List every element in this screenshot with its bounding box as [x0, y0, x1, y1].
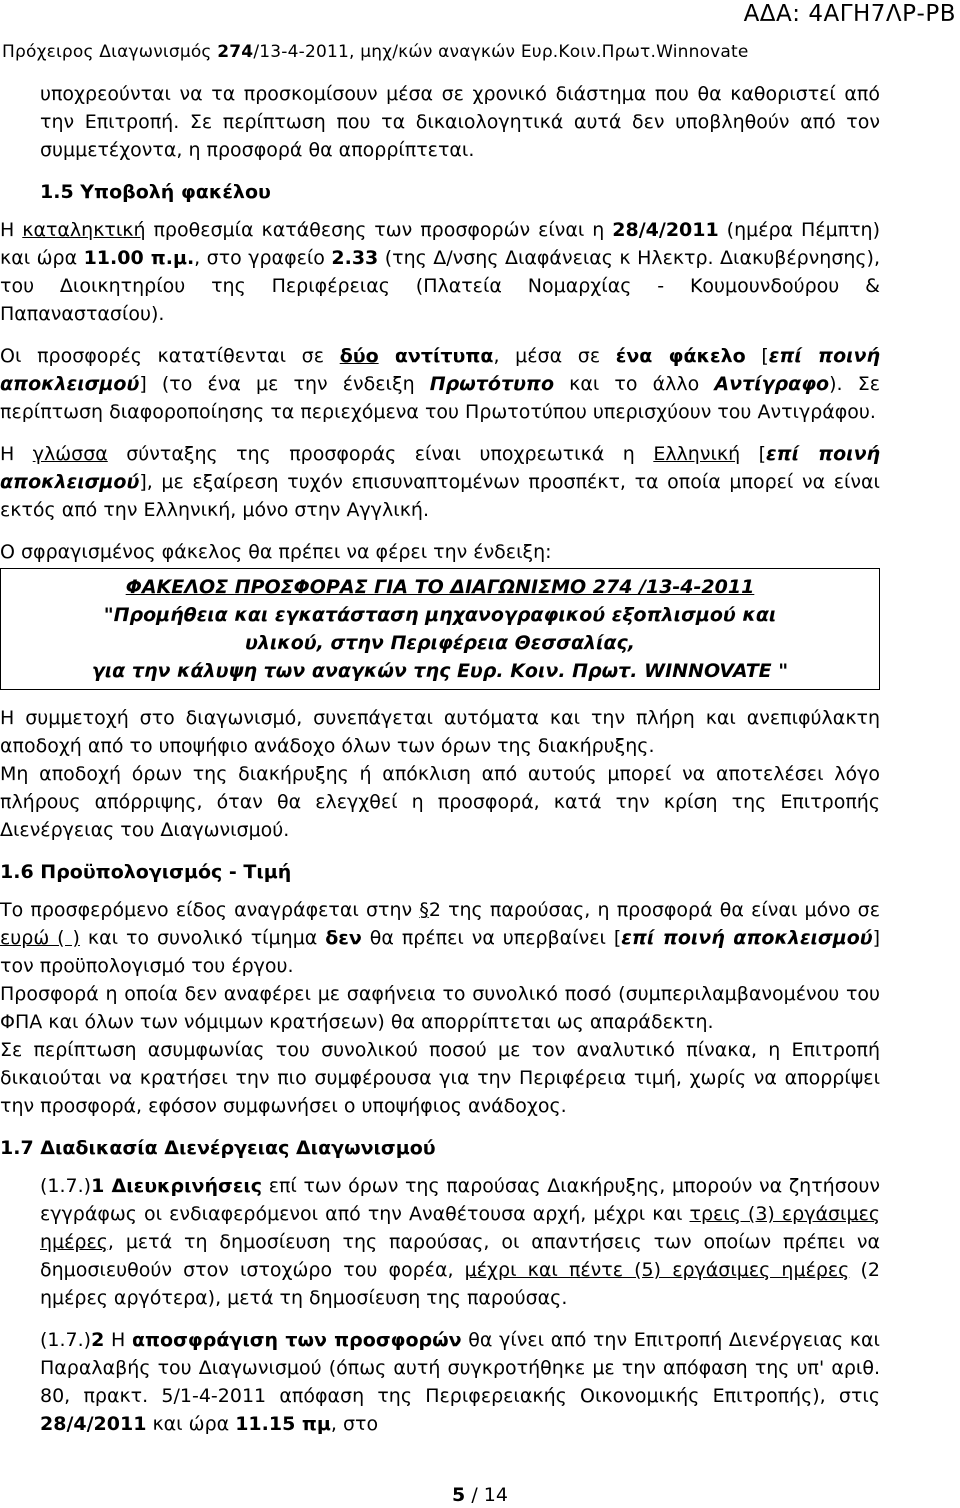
paragraph-discrepancy: Σε περίπτωση ασυμφωνίας του συνολικού ποσού με τον αναλυτικό πίνακα, η Επιτροπή δικαιούται να κρατήσει την πιο συμφέρουσα για την Περιφέρεια τιμή, χωρίς να απορρίψει την προσφορά, εφόσον συμφωνήσει ο υποψήφιος ανάδοχος. — [0, 1039, 880, 1117]
paragraph-rejection: Μη αποδοχή όρων της διακήρυξης ή απόκλιση από αυτούς μπορεί να αποτελέσει λόγο πλήρους απόρριψης, όταν θα ελεγχθεί η προσφορά, κατά την κρίση της Επιτροπής Διενέργειας του Διαγωνισμού. — [0, 763, 880, 841]
paragraph-budget: Το προσφερόμενο είδος αναγράφεται στην §2 της παρούσας, η προσφορά θα είναι μόνο σε ευρώ ( ) και το συνολικό τίμημα δεν θα πρέπει να υπερβαίνει [επί ποινή αποκλεισμού] τον προϋπολογισμό του έργου. — [0, 899, 881, 977]
section-heading-1-5: 1.5 Υποβολή φακέλου — [40, 181, 271, 203]
envelope-label-box — [0, 568, 880, 690]
envelope-line: υλικού, στην Περιφέρεια Θεσσαλίας, — [245, 632, 635, 654]
paragraph-clarifications: (1.7.)1 Διευκρινήσεις επί των όρων της παρούσας Διακήρυξης, μπορούν να ζητήσουν εγγράφως οι ενδιαφερόμενοι από την Αναθέτουσα αρχή, μέχρι και τρεις (3) εργάσιμες ημέρες, μετά τη δημοσίευση της παρούσας, οι απαντήσεις των οποίων πρέπει να δημοσιευθούν στον ιστοχώρο του φορέα, μέχρι και πέντε (5) εργάσιμες ημέρες (2 ημέρες αργότερα), μετά τη δημοσίευση της παρούσας. — [40, 1175, 880, 1309]
paragraph-copies: Οι προσφορές κατατίθενται σε δύο αντίτυπα, μέσα σε ένα φάκελο [επί ποινή αποκλεισμού] (το ένα με την ένδειξη Πρωτότυπο και το άλλο Αντίγραφο). Σε περίπτωση διαφοροποίησης τα περιεχόμενα του Πρωτοτύπου υπερισχύουν του Αντιγράφου. — [0, 345, 880, 423]
ada-code: ΑΔΑ: 4ΑΓΗ7ΛΡ-ΡΒ — [743, 1, 956, 27]
running-header: Πρόχειρος Διαγωνισμός 274/13-4-2011, μηχ/κών αναγκών Ευρ.Κοιν.Πρωτ.Winnovate — [2, 42, 749, 62]
paragraph-deadline: Η καταληκτική προθεσμία κατάθεσης των προσφορών είναι η 28/4/2011 (ημέρα Πέμπτη) και ώρα 11.00 π.μ., στο γραφείο 2.33 (της Δ/νσης Διαφάνειας κ Ηλεκτρ. Διακυβέρνησης), του Διοικητηρίου της Περιφέρειας (Πλατεία Νομαρχίας - Κουμουνδούρου & Παπαναστασίου). — [0, 219, 881, 325]
section-heading-1-7: 1.7 Διαδικασία Διενέργειας Διαγωνισμού — [0, 1137, 436, 1159]
paragraph: υποχρεούνται να τα προσκομίσουν μέσα σε χρονικό διάστημα που θα καθοριστεί από την Επιτροπή. Σε περίπτωση που τα δικαιολογητικά αυτά δεν υποβληθούν από τον συμμετέχοντα, η προσφορά θα απορρίπτεται. — [40, 83, 880, 161]
paragraph-language: Η γλώσσα σύνταξης της προσφοράς είναι υποχρεωτικά η Ελληνική [επί ποινή αποκλεισμού], με εξαίρεση τυχόν επισυναπτομένων προσπέκτ, τα οποία μπορεί να είναι εκτός από την Ελληνική, μόνο στην Αγγλική. — [0, 443, 881, 521]
envelope-line: ΦΑΚΕΛΟΣ ΠΡΟΣΦΟΡΑΣ ΓΙΑ ΤΟ ΔΙΑΓΩΝΙΣΜΟ 274 /13-4-2011 — [125, 576, 755, 598]
paragraph-amount: Προσφορά η οποία δεν αναφέρει με σαφήνεια το συνολικό ποσό (συμπεριλαμβανομένου του ΦΠΑ και όλων των νόμιμων κρατήσεων) θα απορρίπτεται ως απαράδεκτη. — [0, 983, 880, 1033]
body-text — [0, 80, 880, 1452]
paragraph-envelope-label: Ο σφραγισμένος φάκελος θα πρέπει να φέρει την ένδειξη: — [0, 541, 552, 563]
paragraph-acceptance: Η συμμετοχή στο διαγωνισμό, συνεπάγεται αυτόματα και την πλήρη και ανεπιφύλακτη αποδοχή από το υποψήφιο ανάδοχο όλων των όρων της διακήρυξης. — [0, 707, 880, 757]
page-number: 5 / 14 — [452, 1484, 508, 1506]
section-heading-1-6: 1.6 Προϋπολογισμός - Τιμή — [0, 861, 292, 883]
paragraph-opening: (1.7.)2 Η αποσφράγιση των προσφορών θα γίνει από την Επιτροπή Διενέργειας και Παραλαβής του Διαγωνισμού (όπως αυτή συγκροτήθηκε με την απόφαση της υπ' αριθ. 80, πρακτ. 5/1-4-2011 απόφαση της Περιφερειακής Οικονομικής Επιτροπής), στις 28/4/2011 και ώρα 11.15 πμ, στο — [40, 1329, 880, 1435]
envelope-line: "Προμήθεια και εγκατάσταση μηχανογραφικού εξοπλισμού και — [103, 604, 777, 626]
envelope-line: για την κάλυψη των αναγκών της Ευρ. Κοιν. Πρωτ. WINNOVATE " — [91, 660, 789, 682]
